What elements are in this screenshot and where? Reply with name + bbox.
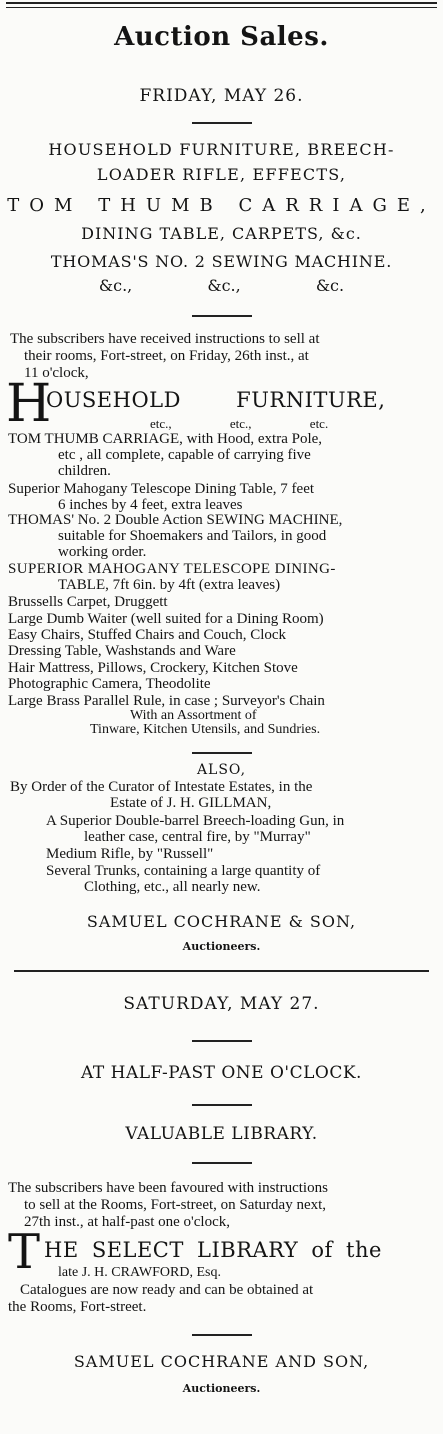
auctioneer-title: Auctioneers. — [182, 1382, 261, 1395]
lead-text: OUSEHOLD FURNITURE, — [46, 388, 386, 412]
intro-line: 27th inst., at half-past one o'clock, — [24, 1214, 230, 1230]
section-separator — [14, 970, 429, 972]
list-item: working order. — [58, 544, 147, 560]
list-item: THOMAS' No. 2 Double Action SEWING MACHINE, — [8, 512, 343, 528]
list-item: Large Brass Parallel Rule, in case ; Surveyor's Chain — [8, 693, 325, 709]
friday-date: FRIDAY, MAY 26. — [139, 86, 304, 106]
list-item: TABLE, 7ft 6in. by 4ft (extra leaves) — [58, 577, 281, 593]
list-item: Tinware, Kitchen Utensils, and Sundries. — [90, 722, 321, 737]
also-heading: ALSO, — [196, 762, 247, 778]
list-item: Easy Chairs, Stuffed Chairs and Couch, Clock — [8, 627, 287, 643]
saturday-date: SATURDAY, MAY 27. — [123, 994, 320, 1014]
order-line: leather case, central fire, by "Murray" — [84, 829, 311, 845]
list-item: TOM THUMB CARRIAGE, with Hood, extra Pole, — [8, 431, 323, 447]
order-line: Estate of J. H. GILLMAN, — [110, 795, 272, 811]
catalogue-line: the Rooms, Fort-street. — [8, 1299, 147, 1315]
headline-line: &c., &c., &c. — [98, 276, 345, 295]
intro-line: 11 o'clock, — [24, 365, 89, 381]
divider — [192, 752, 252, 754]
divider — [192, 1162, 252, 1164]
page-title: Auction Sales. — [114, 22, 329, 52]
headline-line: HOUSEHOLD FURNITURE, BREECH- — [48, 140, 395, 159]
list-item: Photographic Camera, Theodolite — [8, 676, 211, 692]
list-item: children. — [58, 463, 111, 479]
order-line: By Order of the Curator of Intestate Estates, in the — [10, 779, 313, 795]
list-item: 6 inches by 4 feet, extra leaves — [58, 497, 243, 513]
divider — [192, 122, 252, 124]
intro-line: to sell at the Rooms, Fort-street, on Saturday next, — [24, 1197, 327, 1213]
auctioneer-title: Auctioneers. — [182, 940, 261, 953]
divider — [192, 315, 252, 317]
order-line: Medium Rifle, by "Russell" — [46, 846, 214, 862]
auctioneer-name: SAMUEL COCHRANE AND SON, — [73, 1352, 370, 1371]
auctioneer-name: SAMUEL COCHRANE & SON, — [86, 912, 357, 931]
order-line: Several Trunks, containing a large quantity of — [46, 863, 321, 879]
divider — [192, 1040, 252, 1042]
headline-line: TOM THUMB CARRIAGE, — [7, 195, 436, 216]
list-item: suitable for Shoemakers and Tailors, in good — [58, 528, 327, 544]
list-item: Hair Mattress, Pillows, Crockery, Kitchen Stove — [8, 660, 298, 676]
headline-line: LOADER RIFLE, EFFECTS, — [96, 165, 347, 184]
intro-line: The subscribers have been favoured with instructions — [8, 1180, 328, 1196]
intro-line: their rooms, Fort-street, on Friday, 26th inst., at — [24, 348, 309, 364]
list-item: Brussells Carpet, Druggett — [8, 594, 168, 610]
late-line: late J. H. CRAWFORD, Esq. — [58, 1265, 221, 1280]
order-line: A Superior Double-barrel Breech-loading Gun, in — [46, 813, 345, 829]
list-item: SUPERIOR MAHOGANY TELESCOPE DINING- — [8, 561, 336, 577]
headline-line: DINING TABLE, CARPETS, &c. — [81, 224, 362, 243]
top-rule — [6, 2, 437, 4]
top-rule-thin — [6, 7, 437, 8]
divider — [192, 1104, 252, 1106]
list-item: Large Dumb Waiter (well suited for a Dining Room) — [8, 611, 324, 627]
catalogue-line: Catalogues are now ready and can be obtained at — [20, 1282, 314, 1298]
order-line: Clothing, etc., all nearly new. — [84, 879, 261, 895]
intro-line: The subscribers have received instructions to sell at — [10, 331, 320, 347]
divider — [192, 1334, 252, 1336]
library-headline: VALUABLE LIBRARY. — [125, 1124, 318, 1144]
headline-line: THOMAS'S NO. 2 SEWING MACHINE. — [50, 252, 393, 271]
list-item: Dressing Table, Washstands and Ware — [8, 643, 236, 659]
sale-time: AT HALF-PAST ONE O'CLOCK. — [81, 1063, 362, 1083]
lead-text: HE SELECT LIBRARY of the — [44, 1238, 382, 1262]
drop-initial: H — [6, 374, 52, 434]
list-item: etc , all complete, capable of carrying five — [58, 447, 311, 463]
drop-initial: T — [8, 1224, 41, 1280]
etc-line: etc., etc., etc. — [150, 416, 329, 431]
list-item: With an Assortment of — [130, 708, 257, 723]
list-item: Superior Mahogany Telescope Dining Table, 7 feet — [8, 481, 315, 497]
